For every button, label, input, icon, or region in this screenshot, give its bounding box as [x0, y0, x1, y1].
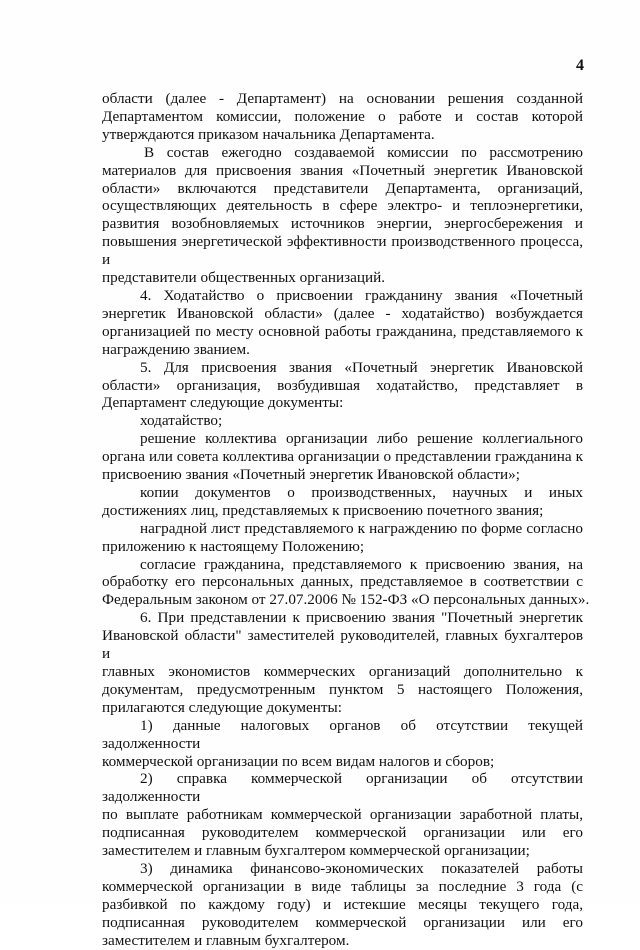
- text-line: материалов для присвоения звания «Почетный энергетик Ивановской: [102, 161, 583, 179]
- text-line: копии документов о производственных, научных и иных: [140, 483, 583, 501]
- text-line: развития возобновляемых источников энергии, энергосбережения и: [102, 215, 583, 233]
- text-line: организацией по месту основной работы гражданина, представляемого к: [102, 322, 583, 340]
- text-line: присвоению звания «Почетный энергетик Ивановской области»;: [102, 466, 520, 484]
- text-line: наградной лист представляемого к награждению по форме согласно: [140, 519, 583, 537]
- text-line: органа или совета коллектива организации о представлении гражданина к: [102, 448, 583, 466]
- text-line: 5. Для присвоения звания «Почетный энергетик Ивановской: [140, 358, 583, 376]
- text-line: главных экономистов коммерческих организаций дополнительно к: [102, 663, 583, 680]
- text-line: по выплате работникам коммерческой организации заработной платы,: [102, 806, 583, 824]
- text-line: области (далее - Департамент) на основании решения созданной: [102, 90, 583, 107]
- text-line: Ивановской области" заместителей руководителей, главных бухгалтеров и: [102, 627, 583, 663]
- text-line: награждению званием.: [102, 340, 250, 358]
- text-line: подписанная руководителем коммерческой организации или его: [102, 913, 583, 931]
- text-line: Федеральным законом от 27.07.2006 № 152-ФЗ «О персональных данных».: [102, 591, 590, 609]
- text-line: 4. Ходатайство о присвоении гражданину звания «Почетный: [140, 286, 583, 304]
- text-line: утверждаются приказом начальника Департамента.: [102, 125, 435, 143]
- text-line: достижениях лиц, представляемых к присвоению почетного звания;: [102, 501, 544, 519]
- text-line: заместителем и главным бухгалтером коммерческой организации;: [102, 842, 530, 860]
- text-line: заместителем и главным бухгалтером.: [102, 931, 350, 949]
- text-line: приложению к настоящему Положению;: [102, 537, 365, 555]
- text-line: документам, предусмотренным пунктом 5 настоящего Положения,: [102, 680, 583, 698]
- text-line: области» организация, возбудившая ходатайство, представляет в: [102, 376, 583, 394]
- text-line: области» включаются представители Департамента, организаций,: [102, 179, 583, 197]
- text-line: прилагаются следующие документы:: [102, 698, 342, 716]
- text-line: энергетик Ивановской области» (далее - ходатайство) возбуждается: [102, 304, 583, 322]
- text-line: повышения энергетической эффективности производственного процесса, и: [102, 233, 583, 269]
- text-line: 2) справка коммерческой организации об отсутствии задолженности: [102, 770, 583, 806]
- text-line: Департамент следующие документы:: [102, 394, 344, 412]
- text-line: коммерческой организации по всем видам налогов и сборов;: [102, 752, 495, 770]
- text-line: 6. При представлении к присвоению звания "Почетный энергетик: [140, 609, 583, 627]
- text-line: ходатайство;: [140, 412, 223, 430]
- text-line: осуществляющих деятельность в сфере электро- и теплоэнергетики,: [102, 197, 583, 215]
- text-line: обработку его персональных данных, представляемое в соответствии с: [102, 573, 583, 591]
- text-line: 1) данные налоговых органов об отсутствии текущей задолженности: [102, 716, 583, 752]
- text-line: представители общественных организаций.: [102, 269, 385, 287]
- text-line: разбивкой по каждому году) и истекшие месяцы текущего года,: [102, 895, 583, 913]
- text-line: Департаментом комиссии, положение о работе и состав которой: [102, 107, 583, 125]
- text-line: согласие гражданина, представляемого к присвоению звания, на: [140, 555, 583, 573]
- text-line: решение коллектива организации либо решение коллегиального: [140, 430, 583, 448]
- text-line: В состав ежегодно создаваемой комиссии по рассмотрению: [144, 143, 583, 161]
- document-body: [102, 90, 590, 950]
- text-line: 3) динамика финансово-экономических показателей работы: [140, 859, 583, 877]
- text-line: подписанная руководителем коммерческой организации или его: [102, 824, 583, 842]
- page-number: 4: [576, 57, 584, 74]
- text-line: коммерческой организации в виде таблицы за последние 3 года (с: [102, 877, 583, 895]
